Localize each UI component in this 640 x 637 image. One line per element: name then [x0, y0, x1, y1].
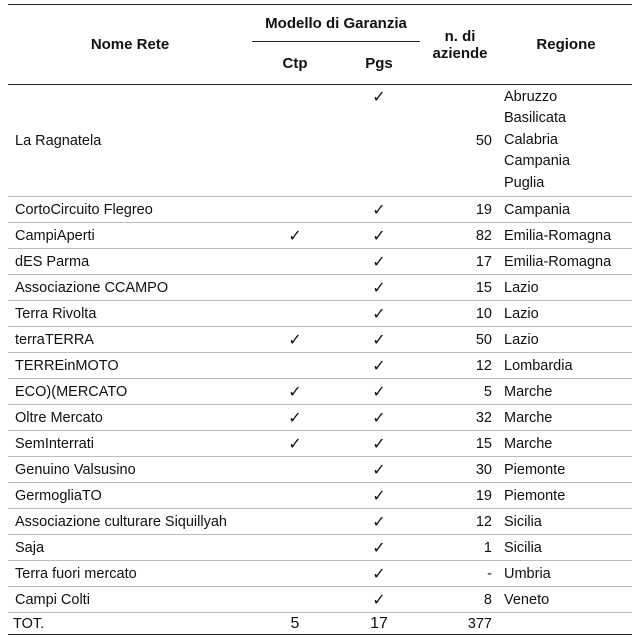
- cell-regione: Emilia-Romagna: [500, 223, 632, 249]
- cell-pgs: ✓: [338, 535, 420, 561]
- cell-pgs: ✓: [338, 85, 420, 197]
- cell-network-name: Campi Colti: [8, 587, 252, 613]
- cell-n-aziende: 10: [420, 301, 500, 327]
- table-row: [8, 85, 632, 197]
- table-row: [8, 379, 632, 405]
- cell-regione: Veneto: [500, 587, 632, 613]
- total-row: [8, 613, 632, 635]
- cell-n-aziende: 5: [420, 379, 500, 405]
- cell-network-name: dES Parma: [8, 249, 252, 275]
- cell-network-name: CampiAperti: [8, 223, 252, 249]
- region-item: Campania: [504, 153, 571, 170]
- table-row: [8, 405, 632, 431]
- cell-ctp: [252, 509, 338, 535]
- table-row: [8, 483, 632, 509]
- cell-network-name: Terra fuori mercato: [8, 561, 252, 587]
- cell-ctp: [252, 85, 338, 197]
- table-header: [8, 5, 632, 85]
- table-row: [8, 587, 632, 613]
- header-nome-rete: Nome Rete: [90, 36, 170, 53]
- cell-ctp: [252, 561, 338, 587]
- cell-ctp: ✓: [252, 327, 338, 353]
- table-row: [8, 301, 632, 327]
- cell-pgs: ✓: [338, 509, 420, 535]
- table-row: [8, 457, 632, 483]
- cell-network-name: Terra Rivolta: [8, 301, 252, 327]
- cell-regione: Marche: [500, 379, 632, 405]
- cell-network-name: CortoCircuito Flegreo: [8, 197, 252, 223]
- total-ctp: 5: [252, 613, 338, 635]
- cell-ctp: ✓: [252, 223, 338, 249]
- cell-regione: Lazio: [500, 301, 632, 327]
- cell-n-aziende: 15: [420, 431, 500, 457]
- cell-pgs: ✓: [338, 405, 420, 431]
- region-item: Calabria: [504, 131, 558, 148]
- total-pgs: 17: [338, 613, 420, 635]
- cell-network-name: SemInterrati: [8, 431, 252, 457]
- cell-pgs: ✓: [338, 197, 420, 223]
- cell-pgs: ✓: [338, 301, 420, 327]
- cell-pgs: ✓: [338, 249, 420, 275]
- cell-network-name: Associazione CCAMPO: [8, 275, 252, 301]
- cell-n-aziende: 50: [420, 327, 500, 353]
- cell-ctp: [252, 587, 338, 613]
- region-item: Basilicata: [504, 110, 567, 127]
- cell-regione: [500, 85, 632, 197]
- region-item: Puglia: [504, 174, 545, 191]
- cell-pgs: ✓: [338, 561, 420, 587]
- table-row: [8, 249, 632, 275]
- cell-network-name: terraTERRA: [8, 327, 252, 353]
- table-row: [8, 353, 632, 379]
- cell-network-name: ECO)(MERCATO: [8, 379, 252, 405]
- cell-pgs: ✓: [338, 483, 420, 509]
- table-row: [8, 223, 632, 249]
- cell-pgs: ✓: [338, 327, 420, 353]
- cell-pgs: ✓: [338, 379, 420, 405]
- cell-ctp: ✓: [252, 405, 338, 431]
- cell-n-aziende: 12: [420, 353, 500, 379]
- cell-network-name: Oltre Mercato: [8, 405, 252, 431]
- table-row: [8, 535, 632, 561]
- cell-pgs: ✓: [338, 431, 420, 457]
- cell-network-name: Associazione culturare Siquillyah: [8, 509, 252, 535]
- cell-regione: Lazio: [500, 275, 632, 301]
- cell-network-name: Genuino Valsusino: [8, 457, 252, 483]
- region-item: Abruzzo: [504, 88, 558, 105]
- cell-regione: Lazio: [500, 327, 632, 353]
- cell-n-aziende: 19: [420, 483, 500, 509]
- cell-regione: Emilia-Romagna: [500, 249, 632, 275]
- header-pgs: Pgs: [365, 54, 393, 72]
- cell-n-aziende: 30: [420, 457, 500, 483]
- total-regione: [500, 613, 632, 635]
- cell-n-aziende: 8: [420, 587, 500, 613]
- cell-regione: Umbria: [500, 561, 632, 587]
- cell-network-name: GermogliaTO: [8, 483, 252, 509]
- cell-regione: Sicilia: [500, 535, 632, 561]
- cell-ctp: ✓: [252, 379, 338, 405]
- cell-ctp: [252, 535, 338, 561]
- cell-ctp: [252, 353, 338, 379]
- cell-regione: Marche: [500, 431, 632, 457]
- cell-pgs: ✓: [338, 353, 420, 379]
- cell-regione: Lombardia: [500, 353, 632, 379]
- cell-n-aziende: 17: [420, 249, 500, 275]
- header-ctp: Ctp: [282, 54, 308, 72]
- table-row: [8, 327, 632, 353]
- cell-n-aziende: 1: [420, 535, 500, 561]
- cell-ctp: [252, 301, 338, 327]
- header-regione: Regione: [536, 36, 596, 53]
- cell-pgs: ✓: [338, 223, 420, 249]
- cell-ctp: [252, 275, 338, 301]
- table-row: [8, 197, 632, 223]
- cell-ctp: [252, 197, 338, 223]
- cell-n-aziende: -: [420, 561, 500, 587]
- cell-regione: Piemonte: [500, 483, 632, 509]
- cell-n-aziende: 50: [420, 85, 500, 197]
- table-body: [8, 85, 632, 635]
- table-row: [8, 431, 632, 457]
- cell-pgs: ✓: [338, 587, 420, 613]
- cell-regione: Piemonte: [500, 457, 632, 483]
- table-row: [8, 509, 632, 535]
- cell-ctp: [252, 457, 338, 483]
- cell-ctp: [252, 249, 338, 275]
- total-n-aziende: 377: [420, 613, 500, 635]
- cell-network-name: La Ragnatela: [8, 85, 252, 197]
- header-n-aziende: n. di aziende: [432, 27, 488, 62]
- cell-pgs: ✓: [338, 457, 420, 483]
- cell-regione: Sicilia: [500, 509, 632, 535]
- total-label: TOT.: [8, 613, 252, 635]
- cell-n-aziende: 12: [420, 509, 500, 535]
- table-row: [8, 561, 632, 587]
- cell-regione: Campania: [500, 197, 632, 223]
- cell-n-aziende: 15: [420, 275, 500, 301]
- cell-network-name: Saja: [8, 535, 252, 561]
- cell-n-aziende: 32: [420, 405, 500, 431]
- cell-n-aziende: 19: [420, 197, 500, 223]
- cell-pgs: ✓: [338, 275, 420, 301]
- header-modello-garanzia: Modello di Garanzia: [252, 5, 420, 42]
- cell-n-aziende: 82: [420, 223, 500, 249]
- cell-ctp: [252, 483, 338, 509]
- cell-network-name: TERREinMOTO: [8, 353, 252, 379]
- networks-table: [8, 4, 632, 635]
- cell-regione: Marche: [500, 405, 632, 431]
- cell-ctp: ✓: [252, 431, 338, 457]
- table-row: [8, 275, 632, 301]
